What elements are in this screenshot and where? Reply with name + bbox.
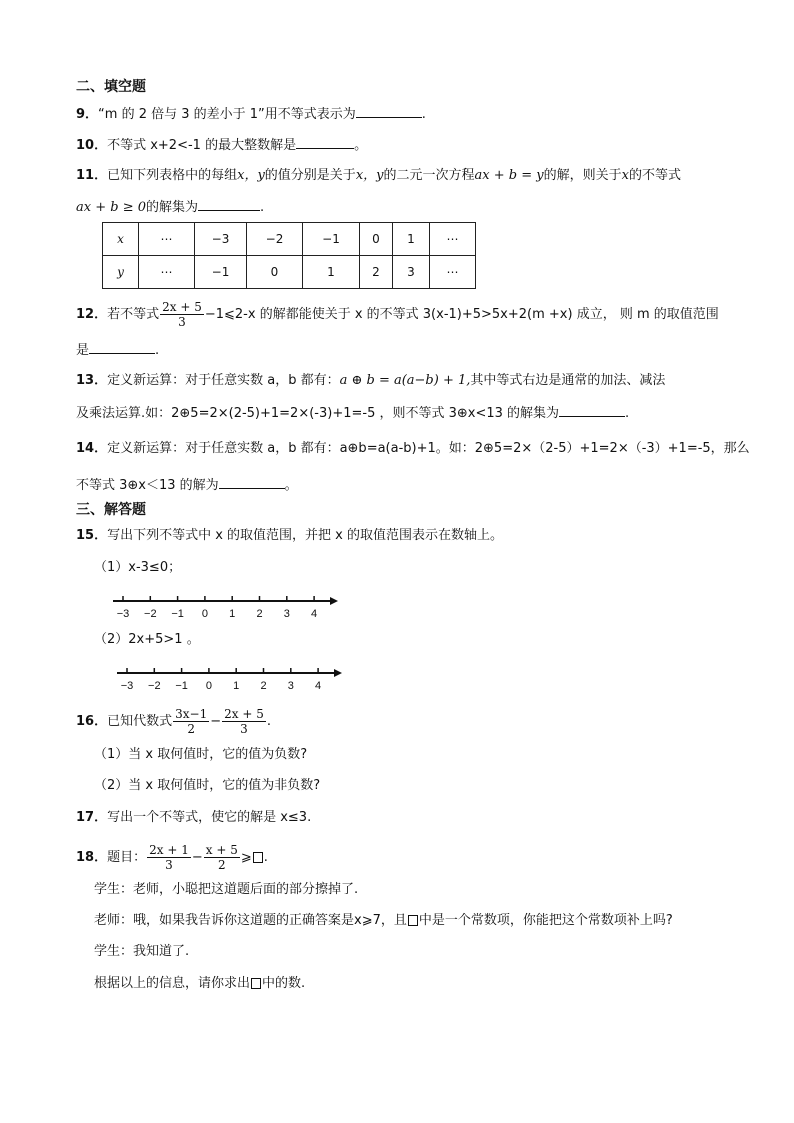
q18-teacher-a: 老师：哦，如果我告诉你这道题的正确答案是x⩾7，且 (94, 913, 407, 928)
table-cell: y (103, 256, 139, 289)
table-cell: −3 (195, 223, 247, 256)
erased-box-icon (253, 852, 263, 863)
question-11-line-1 (76, 166, 681, 186)
section-title-fill-blank: 二、填空题 (76, 79, 146, 95)
q15-text: 写出下列不等式中 x 的取值范围，并把 x 的取值范围表示在数轴上。 (107, 528, 504, 543)
table-cell: 1 (393, 223, 430, 256)
axis-tick-label: 1 (229, 608, 236, 620)
axis-tick-label: 2 (256, 608, 263, 620)
q18-student-line-1: 学生：老师，小聪把这道题后面的部分擦掉了. (94, 882, 359, 897)
q16-f2-denominator: 3 (240, 722, 248, 736)
q11-end: . (260, 200, 265, 215)
axis-tick-label: 1 (233, 680, 240, 692)
question-18 (76, 843, 268, 872)
axis-tick-label: −3 (116, 608, 130, 620)
q9-text: “m 的 2 倍与 3 的差小于 1”用不等式表示为 (98, 107, 356, 122)
question-13-line-2 (76, 402, 629, 424)
q9-number: 9． (76, 107, 99, 122)
q12-frac-denominator: 3 (178, 315, 186, 329)
q11-text-solution: 的解集为 (146, 200, 199, 215)
table-cell: −2 (247, 223, 303, 256)
question-14-line-1 (76, 439, 750, 459)
table-cell: −1 (303, 223, 360, 256)
question-10 (76, 134, 367, 156)
question-12-line-1 (76, 300, 719, 329)
table-cell: ⋯ (139, 256, 195, 289)
q10-answer-blank[interactable] (296, 134, 354, 149)
q9-end: . (421, 107, 426, 122)
q13-formula: a ⊕ b = a(a−b) + 1, (339, 373, 471, 388)
axis-tick-label: 3 (287, 680, 294, 692)
table-row-y (103, 256, 476, 289)
question-9 (76, 103, 426, 125)
axis-ticks (117, 596, 317, 620)
axis-tick-label: −3 (120, 680, 134, 692)
table-cell: 2 (360, 256, 393, 289)
q13-answer-blank[interactable] (559, 402, 625, 417)
erased-box-icon (408, 915, 418, 926)
q14-line2: 不等式 3⊕x＜13 的解为 (76, 478, 219, 493)
q12-fraction (160, 300, 204, 329)
q18-f1-denominator: 3 (165, 858, 173, 872)
q18-fraction-1 (147, 843, 191, 872)
q11-equation: ax + b = y (474, 168, 544, 183)
q18-instruction-b: 中的数. (262, 976, 306, 991)
axis-ticks (121, 668, 321, 692)
table-cell: ⋯ (430, 256, 476, 289)
q11-number: 11． (76, 168, 108, 183)
q11-answer-blank[interactable] (198, 196, 260, 211)
q11-var-xy-2: x，y (355, 168, 384, 183)
q11-text-e: 的二元一次方程 (383, 168, 475, 183)
q18-f1-numerator: 2x + 1 (149, 843, 189, 857)
q18-minus: − (191, 850, 203, 865)
q17-number: 17． (76, 810, 108, 825)
q15-sub-1: （1）x-3≤0； (94, 560, 182, 575)
q18-pre: 题目： (107, 850, 147, 865)
q12-frac-numerator: 2x + 5 (162, 300, 202, 314)
q18-f2-denominator: 2 (217, 858, 226, 872)
table-cell: 0 (360, 223, 393, 256)
q18-instruction (94, 974, 305, 994)
q16-sub-1: （1）当 x 取何值时，它的值为负数? (94, 747, 308, 762)
q11-text-c: 的值分别是关于 (264, 168, 356, 183)
q13-number: 13． (76, 373, 108, 388)
q12-number: 12． (76, 307, 108, 322)
table-cell: 0 (247, 256, 303, 289)
erased-box-icon (251, 978, 261, 989)
q16-end: . (266, 714, 271, 729)
axis-tick-label: 4 (311, 608, 318, 620)
table-row-x (103, 223, 476, 256)
q18-fraction-2 (204, 843, 240, 872)
q12-answer-blank[interactable] (89, 339, 155, 354)
q16-fraction-1 (173, 707, 209, 736)
q14-number: 14． (76, 441, 108, 456)
question-15 (76, 526, 503, 546)
q18-teacher-b: 中是一个常数项，你能把这个常数项补上吗? (418, 913, 673, 928)
q16-f1-denominator: 2 (187, 722, 195, 736)
table-cell: x (103, 223, 139, 256)
q14-answer-blank[interactable] (219, 474, 285, 489)
question-13-line-1 (76, 371, 665, 391)
q11-text-i: 的不等式 (628, 168, 681, 183)
q16-pre: 已知代数式 (107, 714, 173, 729)
q13-line2: 及乘法运算.如：2⊕5=2×(2-5)+1=2×(-3)+1=-5 ，则不等式 3⊕x<13 的解集为 (76, 406, 560, 421)
q17-text: 写出一个不等式，使它的解是 x≤3. (107, 810, 312, 825)
table-cell: ⋯ (430, 223, 476, 256)
q14-line1: 定义新运算：对于任意实数 a，b 都有：a⊕b=a(a-b)+1。如：2⊕5=2×（2-5）+1=2×（-3）+1=-5，那么 (107, 441, 750, 456)
q10-text: 不等式 x+2<-1 的最大整数解是 (107, 138, 297, 153)
q9-answer-blank[interactable] (356, 103, 422, 118)
q10-number: 10． (76, 138, 108, 153)
q12-line2-pre: 是 (76, 343, 90, 358)
q12-post: −1⩽2-x 的解都能使关于 x 的不等式 3(x-1)+5>5x+2(m +x) 成立， 则 m 的取值范围 (204, 307, 719, 322)
axis-arrow-icon (334, 669, 342, 677)
q15-sub-2: （2）2x+5>1 。 (94, 632, 200, 647)
q16-f2-numerator: 2x + 5 (224, 707, 264, 721)
table-cell: 3 (393, 256, 430, 289)
q16-sub-2: （2）当 x 取何值时，它的值为非负数? (94, 778, 321, 793)
q18-instruction-a: 根据以上的信息，请你求出 (94, 976, 251, 991)
question-11-line-2 (76, 196, 264, 218)
q16-minus: − (210, 714, 222, 729)
axis-tick-label: 2 (260, 680, 267, 692)
q18-teacher-line (94, 911, 673, 931)
question-17 (76, 808, 311, 828)
axis-tick-label: 0 (205, 680, 212, 692)
q11-text-a: 已知下列表格中的每组 (107, 168, 238, 183)
q11-var-xy-1: x，y (237, 168, 265, 183)
question-12-line-2 (76, 339, 159, 361)
q16-fraction-2 (222, 707, 266, 736)
axis-arrow-icon (330, 597, 338, 605)
q12-end: . (155, 343, 160, 358)
q16-f1-numerator: 3x−1 (175, 707, 208, 721)
q18-number: 18． (76, 850, 108, 865)
table-cell: 1 (303, 256, 360, 289)
question-14-line-2 (76, 474, 298, 496)
q12-pre: 若不等式 (107, 307, 160, 322)
number-line-1[interactable] (108, 592, 348, 624)
q14-end: 。 (284, 478, 298, 493)
q15-number: 15． (76, 528, 108, 543)
axis-tick-label: 3 (283, 608, 290, 620)
axis-tick-label: −1 (171, 608, 184, 620)
q10-end: 。 (354, 138, 368, 153)
table-cell: ⋯ (139, 223, 195, 256)
axis-tick-label: 4 (315, 680, 322, 692)
section-title-solutions: 三、解答题 (76, 502, 146, 518)
q18-post: ⩾ (240, 850, 252, 865)
table-cell: −1 (195, 256, 247, 289)
q11-var-x: x (621, 168, 629, 183)
axis-tick-label: 0 (201, 608, 208, 620)
axis-tick-label: −2 (144, 608, 157, 620)
q13-end: . (625, 406, 630, 421)
q18-end: . (263, 850, 268, 865)
q11-text-g: 的解，则关于 (543, 168, 622, 183)
number-line-2[interactable] (108, 664, 348, 696)
q13-text-b: 其中等式右边是通常的加法、减法 (470, 373, 666, 388)
question-16 (76, 707, 271, 736)
q11-value-table (102, 222, 476, 289)
q18-f2-numerator: x + 5 (205, 843, 238, 857)
q11-inequality: ax + b ≥ 0 (76, 200, 146, 215)
q18-student-line-2: 学生：我知道了. (94, 944, 190, 959)
q13-text-a: 定义新运算：对于任意实数 a，b 都有： (107, 373, 340, 388)
q16-number: 16． (76, 714, 108, 729)
axis-tick-label: −2 (148, 680, 161, 692)
axis-tick-label: −1 (175, 680, 188, 692)
